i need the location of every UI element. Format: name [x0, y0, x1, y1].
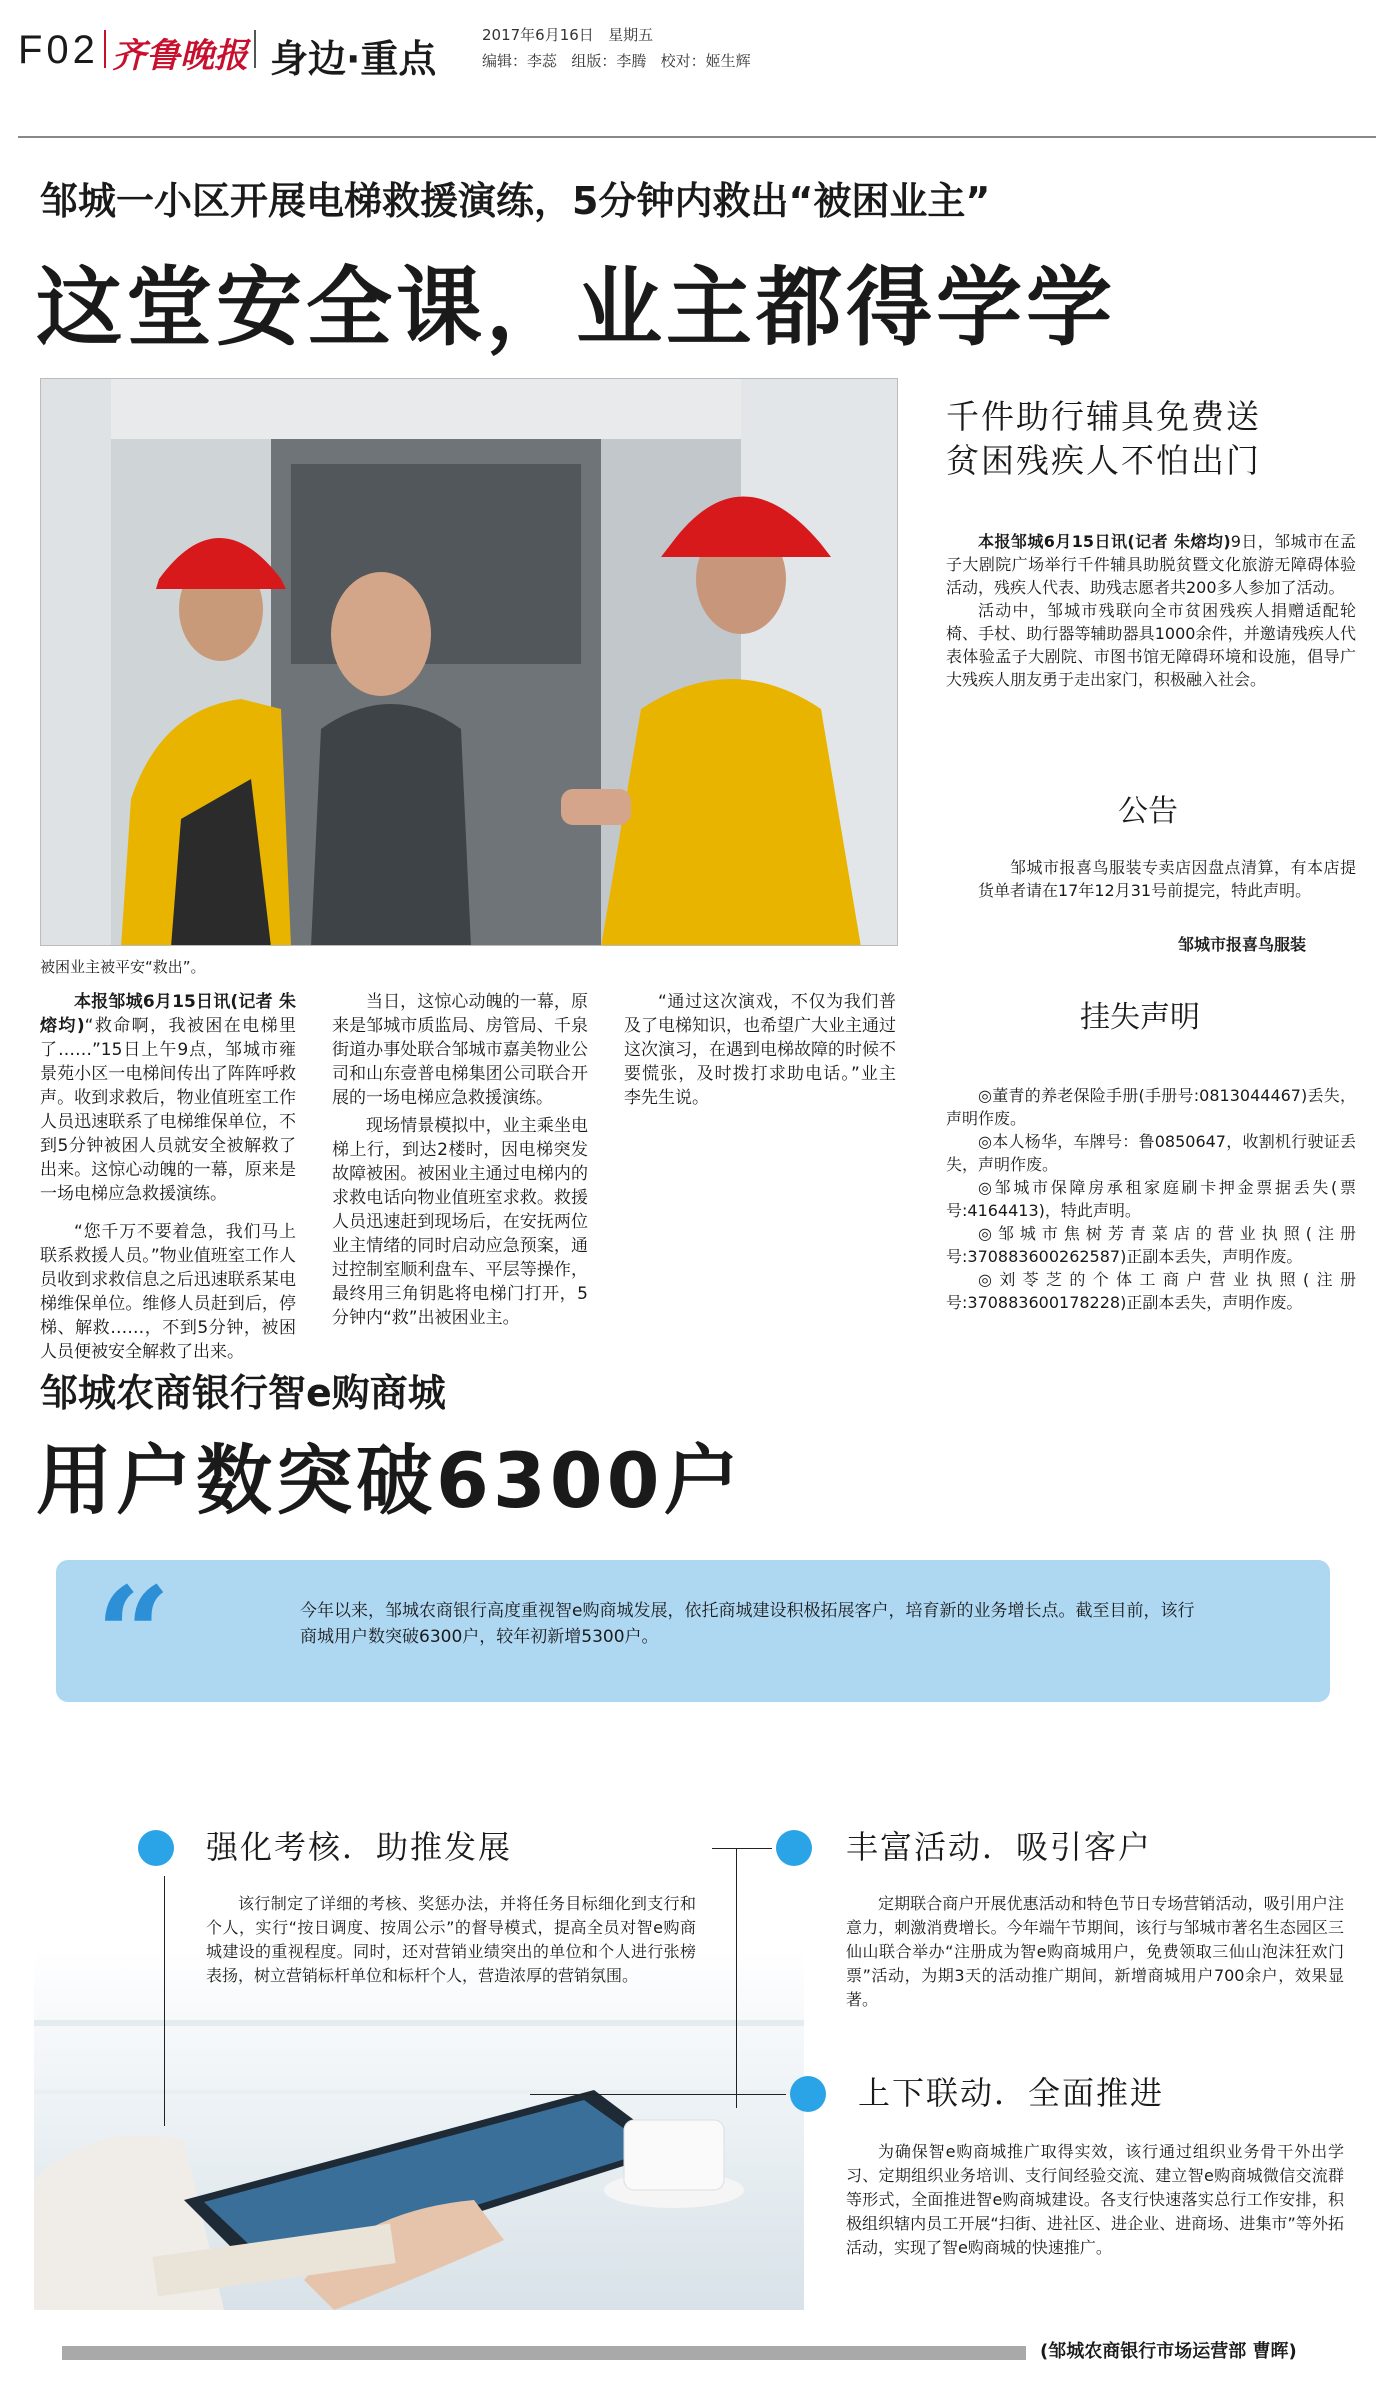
section-title: 上下联动．全面推进 [858, 2074, 1165, 2112]
lost-notice-title: 挂失声明 [1080, 1000, 1200, 1035]
section-body [846, 1892, 1344, 2012]
notice-body [978, 856, 1356, 902]
article1-subtitle: 邹城一小区开展电梯救援演练，5分钟内救出“被困业主” [40, 179, 991, 223]
quote-text: 今年以来，邹城农商银行高度重视智e购商城发展，依托商城建设积极拓展客户，培育新的业务增长点。截至目前，该行商城用户数突破6300户，较年初新增5300户。 [300, 1601, 1195, 1647]
sidebar-news-title-2: 贫困残疾人不怕出门 [946, 441, 1261, 480]
notice-text: 邹城市报喜鸟服装专卖店因盘点清算，有本店提货单者请在17年12月31号前提完，特此声明。 [978, 858, 1356, 900]
tablet-hand-photo [34, 1950, 804, 2310]
notice-signature: 邹城市报喜鸟服装 [1178, 935, 1307, 954]
lost-notice-list [946, 1084, 1356, 1314]
article1-paragraph: 现场情景模拟中，业主乘坐电梯上行，到达2楼时，因电梯突发故障被困。被困业主通过电梯内的求救电话向物业值班室求救。救援人员迅速赶到现场后，在安抚两位业主情绪的同时启动应急预案，通过控制室顺利盘车、平层等操作，最终用三角钥匙将电梯门打开，5分钟内“救”出被困业主。 [332, 1116, 588, 1328]
article2-credit: (邹城农商银行市场运营部 曹晖) [1040, 2341, 1297, 2362]
connector-line [164, 1876, 165, 2126]
article1-column-3 [624, 990, 896, 1110]
masthead [0, 0, 1395, 138]
section-title: 强化考核．助推发展 [206, 1828, 513, 1866]
issue-date: 2017年6月16日 [482, 26, 594, 44]
sidebar-news-paragraph: 活动中，邹城市残联向全市贫困残疾人捐赠适配轮椅、手杖、助行器等辅助器具1000余件，并邀请残疾人代表体验孟子大剧院、市图书馆无障碍环境和设施，倡导广大残疾人朋友勇于走出家门，积极融入社会。 [946, 601, 1356, 689]
article1-column-2 [332, 990, 588, 1330]
bullet-dot-icon [776, 1830, 812, 1866]
article1-headline: 这堂安全课，业主都得学学 [36, 258, 1116, 358]
lost-notice-item: ◎邹城市焦树芳青菜店的营业执照(注册号:370883600262587)正副本丢失，声明作废。 [946, 1224, 1356, 1266]
page-number: F02 [18, 28, 99, 72]
section-paragraph: 定期联合商户开展优惠活动和特色节日专场营销活动，吸引用户注意力，刺激消费增长。今年端午节期间，该行与邹城市著名生态园区三仙山联合举办“注册成为智e购商城用户，免费领取三仙山泡沫狂欢门票”活动，为期3天的活动推广期间，新增商城用户700余户，效果显著。 [846, 1894, 1344, 2009]
sidebar-news-paragraph: 9日，邹城市在孟子大剧院广场举行千件辅具助脱贫暨文化旅游无障碍体验活动，残疾人代表、助残志愿者共200多人参加了活动。 [946, 532, 1356, 597]
proof-credit: 校对：姬生辉 [660, 52, 751, 70]
article1-column-1 [40, 990, 296, 1206]
article2-headline: 用户数突破6300户 [36, 1436, 744, 1525]
footer-bar [62, 2346, 1026, 2360]
article1-paragraph: 当日，这惊心动魄的一幕，原来是邹城市质监局、房管局、千泉街道办事处联合邹城市嘉美物业公司和山东壹普电梯集团公司联合开展的一场电梯应急救援演练。 [332, 992, 588, 1108]
header-divider [104, 30, 106, 68]
lost-notice-item: ◎董青的养老保险手册(手册号:0813044467)丢失，声明作废。 [946, 1086, 1356, 1128]
editor-credit: 编辑：李蕊 [482, 52, 558, 70]
article1-dateline: 本报邹城6月15日讯(记者 朱熔均) [40, 992, 296, 1036]
header-divider [254, 30, 256, 68]
section-paragraph: 为确保智e购商城推广取得实效，该行通过组织业务骨干外出学习、定期组织业务培训、支行间经验交流、建立智e购商城微信交流群等形式，全面推进智e购商城建设。各支行快速落实总行工作安排，积极组织辖内员工开展“扫街、进社区、进企业、进商场、进集市”等外拓活动，实现了智e购商城的快速推广。 [846, 2142, 1344, 2257]
article2-subtitle: 邹城农商银行智e购商城 [40, 1371, 446, 1415]
section-body [206, 1892, 696, 1988]
lost-notice-item: ◎邹城市保障房承租家庭刷卡押金票据丢失(票号:4164413)，特此声明。 [946, 1178, 1356, 1220]
issue-date-line [482, 24, 653, 45]
article1-paragraph: “救命啊，我被困在电梯里了……”15日上午9点，邹城市雍景苑小区一电梯间传出了阵阵呼救声。收到求救后，物业值班室工作人员迅速联系了电梯维保单位，不到5分钟被困人员就安全被解救了出来。这惊心动魄的一幕，原来是一场电梯应急救援演练。 [40, 1016, 296, 1204]
issue-weekday: 星期五 [608, 26, 654, 44]
header-rule [18, 136, 1376, 138]
photo-caption: 被困业主被平安“救出”。 [40, 958, 206, 976]
connector-line [530, 2094, 786, 2095]
article1-paragraph: “您千万不要着急，我们马上联系救援人员。”物业值班室工作人员收到求救信息之后迅速联系某电梯维保单位。维修人员赶到后，停梯、解救……，不到5分钟，被困人员便被安全解救了出来。 [40, 1222, 296, 1362]
lost-notice-item: ◎本人杨华，车牌号：鲁0850647，收割机行驶证丢失，声明作废。 [946, 1132, 1356, 1174]
layout-credit: 组版：李腾 [571, 52, 647, 70]
section-paragraph: 该行制定了详细的考核、奖惩办法，并将任务目标细化到支行和个人，实行“按日调度、按周公示”的督导模式，提高全员对智e购商城建设的重视程度。同时，还对营销业绩突出的单位和个人进行张榜表扬，树立营销标杆单位和标杆个人，营造浓厚的营销氛围。 [206, 1894, 696, 1985]
section-name: 身边·重点 [270, 37, 437, 81]
sidebar-news-dateline: 本报邹城6月15日讯(记者 朱熔均) [978, 532, 1231, 551]
article1-paragraph: “通过这次演戏，不仅为我们普及了电梯知识，也希望广大业主通过这次演习，在遇到电梯故障的时候不要慌张，及时拨打求助电话。”业主李先生说。 [624, 992, 896, 1108]
sidebar-news-body [946, 530, 1356, 691]
connector-line [736, 1848, 737, 2108]
sidebar-news-title-1: 千件助行辅具免费送 [946, 397, 1261, 436]
notice-title: 公告 [1118, 794, 1178, 829]
article1-column-1b [40, 1220, 296, 1364]
lost-notice-item: ◎刘苓芝的个体工商户营业执照(注册号:370883600178228)正副本丢失，声明作废。 [946, 1270, 1356, 1312]
staff-line [482, 50, 751, 71]
bullet-dot-icon [790, 2076, 826, 2112]
section-body [846, 2140, 1344, 2260]
section-title: 丰富活动．吸引客户 [846, 1828, 1153, 1866]
bullet-dot-icon [138, 1830, 174, 1866]
newspaper-logo: 齐鲁晚报 [112, 36, 248, 76]
connector-line [712, 1848, 772, 1849]
quote-mark-icon: “ [96, 1558, 171, 1711]
elevator-rescue-photo [40, 378, 898, 946]
